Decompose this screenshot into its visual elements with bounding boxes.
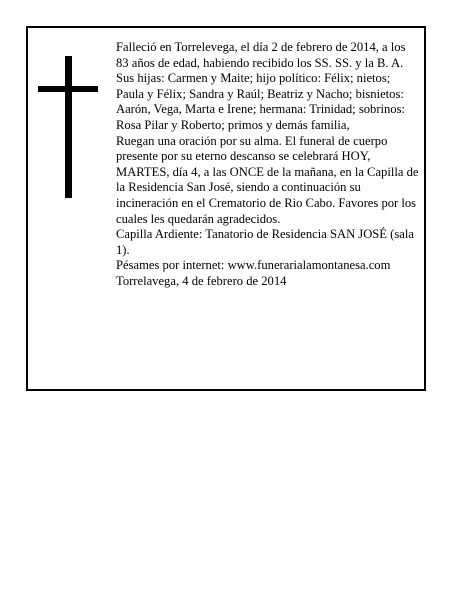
place-date: Torrelavega, 4 de febrero de 2014 <box>116 273 287 288</box>
family-list: Sus hijas: Carmen y Maite; hijo político: Félix; nietos; Paula y Félix; Sandra y Raúl; Beatriz y Nacho; bisnietos: Aarón, Vega, Marta e Irene; hermana: Trinidad; sobrinos: Rosa Pilar y Roberto; primos y demás familia, <box>116 71 406 132</box>
chapel-info: Capilla Ardiente: Tanatorio de Residencia SAN JOSÉ (sala 1). <box>116 227 414 257</box>
cross-vertical-bar <box>65 56 72 198</box>
death-announcement: Falleció en Torrelevega, el día 2 de febrero de 2014, a los 83 años de edad, habiendo recibido los SS. SS. y la B. A. <box>116 40 406 70</box>
funeral-details: Ruegan una oración por su alma. El funeral de cuerpo presente por su eterno descanso se celebrará HOY, MARTES, día 4, a las ONCE de la mañana, en la Capilla de la Residencia San José, siendo a continuación su incineración en el Crematorio de Rio Cabo. Favores por los cuales les quedarán agradecidos. <box>116 133 419 226</box>
condolences-web: Pésames por internet: www.funerarialamontanesa.com <box>116 258 391 273</box>
obituary-notice <box>26 26 426 391</box>
cross-horizontal-bar <box>38 86 98 92</box>
notice-text <box>116 40 421 290</box>
